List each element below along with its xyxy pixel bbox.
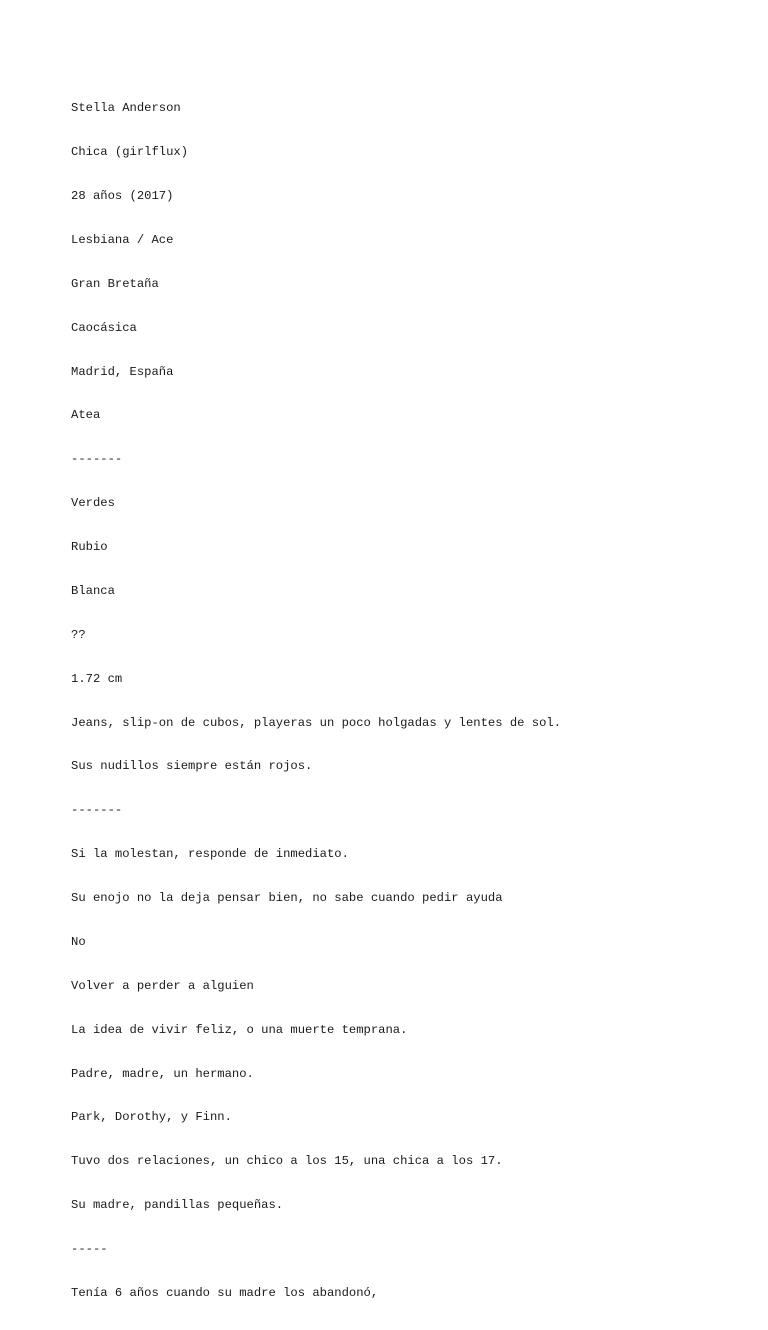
origin-line: Gran Bretaña <box>71 276 159 291</box>
eyes-line: Verdes <box>71 496 115 511</box>
anger-line: Su enojo no la deja pensar bien, no sabe cuando pedir ayuda <box>71 891 503 905</box>
gender-line: Chica (girlflux) <box>71 145 189 160</box>
clothing-line: Jeans, slip-on de cubos, playeras un poco holgadas y lentes de sol. <box>71 715 562 730</box>
hair-line: Rubio <box>71 540 108 554</box>
family-line: Padre, madre, un hermano. <box>71 1066 254 1081</box>
friends-line: Park, Dorothy, y Finn. <box>71 1110 232 1125</box>
separator-line: ------- <box>71 803 123 818</box>
religion-line: Atea <box>71 408 101 423</box>
enemies-line: Su madre, pandillas pequeñas. <box>71 1198 284 1213</box>
orientation-line: Lesbiana / Ace <box>71 232 174 247</box>
skin-line: Blanca <box>71 583 115 598</box>
answer-line: No <box>71 934 86 949</box>
backstory-line: Tenía 6 años cuando su madre los abandonó, <box>71 1285 379 1300</box>
relationships-line: Tuvo dos relaciones, un chico a los 15, una chica a los 17. <box>71 1154 503 1169</box>
knuckles-line: Sus nudillos siempre están rojos. <box>71 759 313 774</box>
separator-line: ----- <box>71 1242 108 1256</box>
separator-line: ------- <box>71 452 123 467</box>
ethnicity-line: Caocásica <box>71 320 137 335</box>
unknown-line: ?? <box>71 627 86 642</box>
height-line: 1.72 cm <box>71 671 123 686</box>
document-text <box>71 72 561 1330</box>
residence-line: Madrid, España <box>71 364 174 379</box>
fear-line: Volver a perder a alguien <box>71 978 254 993</box>
reaction-line: Si la molestan, responde de inmediato. <box>71 847 349 862</box>
name-line: Stella Anderson <box>71 101 181 116</box>
age-line: 28 años (2017) <box>71 189 174 203</box>
idea-line: La idea de vivir feliz, o una muerte temprana. <box>71 1022 408 1037</box>
